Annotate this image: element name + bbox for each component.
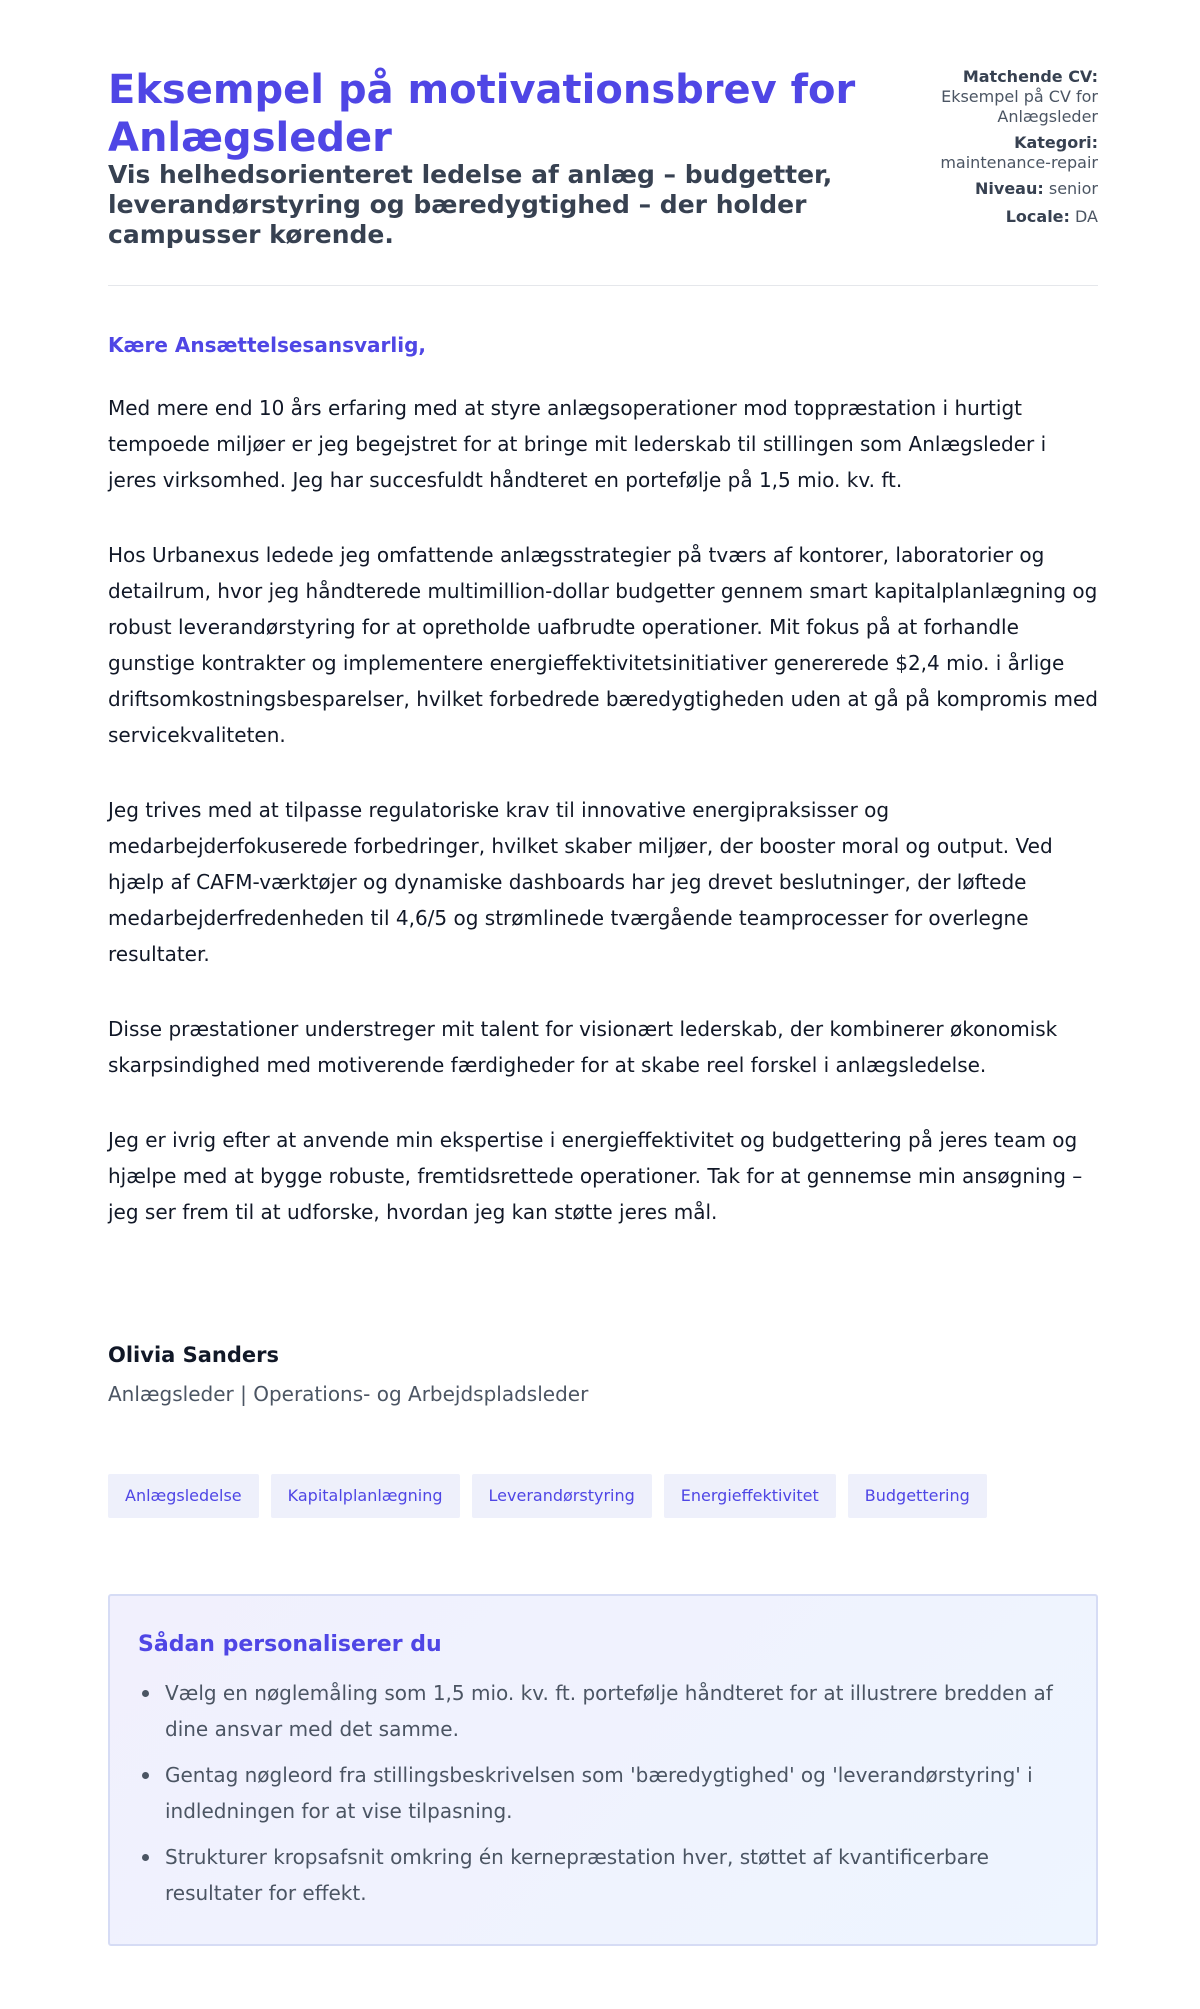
tips-title: Sådan personaliserer du (138, 1632, 442, 1657)
meta-category-label: Kategori: (1014, 133, 1098, 152)
skill-tag: Leverandørstyring (472, 1474, 652, 1518)
letter-greeting: Kære Ansættelsesansvarlig, (108, 333, 426, 357)
tips-list-item: Gentag nøgleord fra stillingsbeskrivelsen som 'bæredygtighed' og 'leverandørstyring' i indledningen for at vise tilpasning. (138, 1757, 1068, 1829)
letter-body (108, 390, 1098, 1269)
meta-level-value: senior (1048, 179, 1098, 198)
meta-level-label: Niveau: (975, 179, 1044, 198)
document-header (108, 0, 1098, 286)
tips-list-item: Vælg en nøglemåling som 1,5 mio. kv. ft. portefølje håndteret for at illustrere bredden af dine ansvar med det samme. (138, 1675, 1068, 1747)
meta-cv-label: Matchende CV: (962, 67, 1098, 86)
letter-paragraph: Hos Urbanexus ledede jeg omfattende anlægsstrategier på tværs af kontorer, laboratorier og detailrum, hvor jeg håndterede multimillion-dollar budgetter gennem smart kapitalplanlægning og robust leverandørstyring for at opretholde uafbrudte operationer. Mit fokus på at forhandle gunstige kontrakter og implementere energieffektivitetsinitiativer genererede $2,4 mio. i årlige driftsomkostningsbesparelser, hvilket forbedrede bæredygtigheden uden at gå på kompromis med servicekvaliteten. (108, 543, 1098, 747)
letter-paragraph: Jeg er ivrig efter at anvende min ekspertise i energieffektivitet og budgettering på jeres team og hjælpe med at bygge robuste, fremtidsrettede operationer. Tak for at gennemse min ansøgning – jeg ser frem til at udforske, hvordan jeg kan støtte jeres mål. (108, 1128, 1083, 1224)
skill-tags (108, 1474, 987, 1518)
meta-category-value: maintenance-repair (940, 153, 1098, 172)
skill-tag: Anlægsledelse (108, 1474, 259, 1518)
meta-locale-label: Locale: (1005, 207, 1070, 226)
skill-tag: Energieffektivitet (664, 1474, 836, 1518)
meta-level (878, 179, 1098, 199)
signature-name: Olivia Sanders (108, 1343, 279, 1367)
skill-tag: Kapitalplanlægning (271, 1474, 460, 1518)
meta-category (878, 133, 1098, 173)
meta-locale (878, 207, 1098, 227)
cover-letter-page (108, 0, 1098, 1905)
meta-cv (878, 67, 1098, 127)
letter-paragraph: Med mere end 10 års erfaring med at styre anlægsoperationer mod toppræstation i hurtigt tempoede miljøer er jeg begejstret for at bringe mit lederskab til stillingen som Anlægsleder i jeres virksomhed. Jeg har succesfuldt håndteret en portefølje på 1,5 mio. kv. ft. (108, 396, 1047, 492)
signature-title: Anlægsleder | Operations- og Arbejdspladsleder (108, 1382, 589, 1406)
skill-tag: Budgettering (848, 1474, 987, 1518)
tips-list (138, 1675, 1068, 1911)
personalization-tips (108, 1594, 1098, 1946)
letter-paragraph: Jeg trives med at tilpasse regulatoriske krav til innovative energipraksisser og medarbejderfokuserede forbedringer, hvilket skaber miljøer, der booster moral og output. Ved hjælp af CAFM-værktøjer og dynamiske dashboards har jeg drevet beslutninger, der løftede medarbejderfredenheden til 4,6/5 og strømlinede tværgående teamprocesser for overlegne resultater. (108, 798, 1053, 966)
page-subtitle: Vis helhedsorienteret ledelse af anlæg – budgetter, leverandørstyring og bæredygtighed – der holder campusser kørende. (108, 160, 833, 249)
signature-block (108, 1343, 588, 1406)
meta-panel (878, 67, 1098, 233)
letter-paragraph: Disse præstationer understreger mit talent for visionært lederskab, der kombinerer økonomisk skarpsindighed med motiverende færdigheder for at skabe reel forskel i anlægsledelse. (108, 1017, 1058, 1077)
meta-cv-value: Eksempel på CV for Anlægsleder (941, 87, 1098, 126)
page-title: Eksempel på motivationsbrev for Anlægsleder (108, 67, 856, 161)
meta-locale-value: DA (1075, 207, 1098, 226)
tips-list-item: Strukturer kropsafsnit omkring én kernepræstation hver, støttet af kvantificerbare resultater for effekt. (138, 1839, 1068, 1911)
